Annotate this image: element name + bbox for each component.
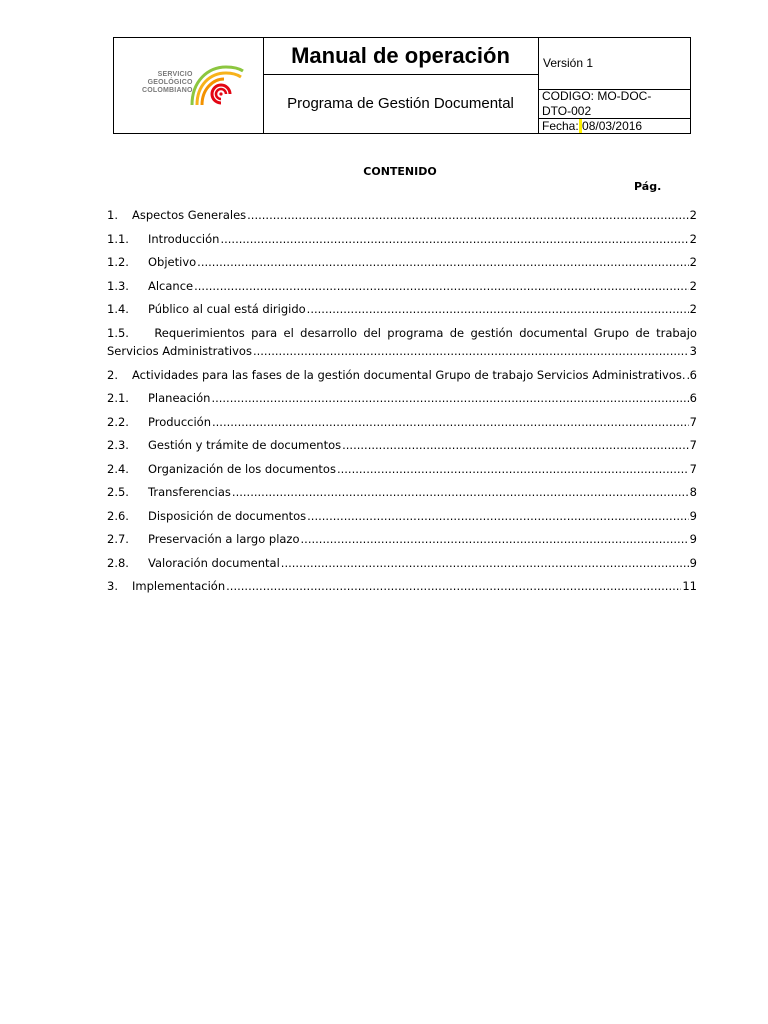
toc-entry-word: gestión bbox=[470, 325, 513, 340]
toc-entry-line-1 bbox=[107, 326, 697, 344]
toc-entry-text: Introducción bbox=[148, 231, 220, 246]
toc-entry[interactable] bbox=[107, 391, 697, 415]
toc-entry-number: 1.4. bbox=[107, 302, 129, 316]
toc-leader-dots bbox=[197, 255, 689, 269]
document-header-table bbox=[113, 37, 691, 134]
toc-entry-number: 2.4. bbox=[107, 461, 129, 476]
toc-leader-dots bbox=[220, 232, 688, 246]
version-cell bbox=[539, 38, 690, 90]
toc-entry-text: Gestión y trámite de documentos bbox=[148, 438, 342, 452]
toc-leader-dots bbox=[301, 532, 689, 546]
toc-leader-dots bbox=[211, 391, 688, 405]
toc-entry-number: 2.7. bbox=[107, 532, 129, 546]
toc-entry-text: Transferencias bbox=[148, 485, 231, 499]
logo-text-line: COLOMBIANO bbox=[142, 87, 193, 94]
version-text: Versión 1 bbox=[543, 56, 594, 70]
toc-entry-word: desarrollo bbox=[300, 325, 358, 340]
logo-cell bbox=[114, 38, 264, 133]
toc-entry-number: 2.5. bbox=[107, 485, 129, 499]
logo-text-line: GEOLÓGICO bbox=[147, 79, 193, 86]
toc-entry-text: Valoración documental bbox=[148, 555, 280, 570]
toc-entry-text: Objetivo bbox=[148, 255, 197, 269]
toc-entry-text: Alcance bbox=[148, 278, 194, 293]
toc-page-label: Pág. bbox=[634, 180, 662, 193]
document-title: Manual de operación bbox=[291, 43, 510, 68]
toc-entry-page: 2 bbox=[689, 255, 697, 269]
toc-entry[interactable] bbox=[107, 415, 697, 439]
date-label: Fecha: bbox=[542, 119, 579, 133]
toc-entry-text: Disposición de documentos bbox=[148, 508, 307, 523]
toc-entry-number: 1.3. bbox=[107, 278, 129, 293]
toc-entry-page: 9 bbox=[689, 555, 697, 570]
toc-entry[interactable] bbox=[107, 255, 697, 279]
date-cell bbox=[539, 119, 690, 133]
toc-entry[interactable] bbox=[107, 326, 697, 368]
toc-entry-page: 9 bbox=[689, 532, 697, 546]
toc-leader-dots bbox=[247, 208, 689, 222]
toc-entry-text: Planeación bbox=[148, 391, 211, 405]
toc-entry[interactable] bbox=[107, 368, 697, 392]
toc-leader-dots bbox=[307, 302, 689, 316]
toc-entry-number: 3. bbox=[107, 579, 118, 593]
code-line-2: DTO-002 bbox=[542, 104, 592, 118]
toc-entry-text: Organización de los documentos bbox=[148, 461, 336, 476]
toc-entry-word: Requerimientos bbox=[154, 325, 245, 340]
toc-entry-number: 2.1. bbox=[107, 391, 129, 405]
toc-entry-page: 6 bbox=[689, 367, 697, 382]
date-value: 08/03/2016 bbox=[582, 119, 643, 133]
toc-entry[interactable] bbox=[107, 485, 697, 509]
toc-entry[interactable] bbox=[107, 579, 697, 603]
toc-entry[interactable] bbox=[107, 532, 697, 556]
toc-leader-dots bbox=[281, 556, 689, 570]
toc-entry-text: Implementación bbox=[132, 579, 226, 593]
toc-entry-word: Grupo bbox=[593, 325, 630, 340]
toc-entry-page: 3 bbox=[689, 343, 697, 358]
toc-entry-number: 2. bbox=[107, 367, 118, 382]
toc-entry-number: 1.2. bbox=[107, 255, 129, 269]
toc-entry-number: 2.2. bbox=[107, 414, 129, 429]
toc-entry-word: documental bbox=[519, 325, 588, 340]
toc-entry-number: 2.8. bbox=[107, 555, 129, 570]
toc-entry-page: 7 bbox=[689, 414, 697, 429]
toc-entry-number: 2.3. bbox=[107, 438, 129, 452]
code-line-1: CODIGO: MO-DOC- bbox=[542, 89, 652, 103]
toc-entry-page: 7 bbox=[689, 461, 697, 476]
title-cell bbox=[263, 38, 539, 75]
toc-entry-word: para bbox=[251, 325, 278, 340]
toc-entry-line-2 bbox=[107, 344, 697, 368]
toc-entry[interactable] bbox=[107, 462, 697, 486]
subtitle-cell bbox=[263, 74, 539, 133]
sgc-spiral-logo-icon bbox=[186, 61, 244, 107]
toc-entry-number: 2.6. bbox=[107, 508, 129, 523]
toc-entry-page: 6 bbox=[689, 391, 697, 405]
toc-entry[interactable] bbox=[107, 279, 697, 303]
toc-entry-text: Servicios Administrativos bbox=[107, 343, 252, 358]
toc-leader-dots bbox=[342, 438, 689, 452]
toc-entry-word: programa bbox=[387, 325, 444, 340]
toc-leader-dots bbox=[337, 462, 689, 476]
toc-entry[interactable] bbox=[107, 208, 697, 232]
toc-leader-dots bbox=[194, 279, 689, 293]
toc-entry[interactable] bbox=[107, 509, 697, 533]
toc-entry-page: 2 bbox=[689, 278, 697, 293]
toc-entry-text: Público al cual está dirigido bbox=[148, 302, 306, 316]
toc-entry-number: 1. bbox=[107, 208, 118, 222]
toc-entry-word: el bbox=[283, 325, 294, 340]
code-cell bbox=[539, 89, 690, 119]
toc-entry-number: 1.5. bbox=[107, 325, 129, 340]
toc-leader-dots bbox=[212, 415, 689, 429]
toc-entry-page: 2 bbox=[689, 231, 697, 246]
toc-entry-text: Actividades para las fases de la gestión documental Grupo de trabajo Servicios Administrativos. bbox=[132, 367, 686, 382]
toc-entry-word: trabajo bbox=[656, 325, 697, 340]
toc-entry-text: Aspectos Generales bbox=[132, 208, 247, 222]
toc-entry-page: 2 bbox=[689, 208, 697, 222]
toc-entry-page: 2 bbox=[689, 302, 697, 316]
toc-leader-dots bbox=[307, 509, 689, 523]
toc-leader-dots bbox=[253, 344, 689, 358]
toc-entry-page: 7 bbox=[689, 438, 697, 452]
document-subtitle: Programa de Gestión Documental bbox=[287, 95, 514, 112]
toc-entry-word: del bbox=[363, 325, 381, 340]
toc-leader-dots bbox=[232, 485, 689, 499]
toc-entry-text: Producción bbox=[148, 414, 211, 429]
toc-entry-page: 11 bbox=[682, 579, 697, 593]
toc-entry-number: 1.1. bbox=[107, 231, 129, 246]
toc-entry[interactable] bbox=[107, 232, 697, 256]
toc-entry-page: 9 bbox=[689, 508, 697, 523]
toc-leader-dots bbox=[687, 368, 689, 382]
toc-entry-text: Preservación a largo plazo bbox=[148, 532, 300, 546]
logo-text-line: SERVICIO bbox=[157, 71, 193, 78]
toc-entry[interactable] bbox=[107, 302, 697, 326]
toc-leader-dots bbox=[226, 579, 681, 593]
toc-entry-page: 8 bbox=[689, 485, 697, 499]
toc-title: CONTENIDO bbox=[363, 165, 437, 178]
toc-entry[interactable] bbox=[107, 556, 697, 580]
toc-entry[interactable] bbox=[107, 438, 697, 462]
table-of-contents bbox=[107, 208, 697, 603]
toc-entry-word: de bbox=[635, 325, 650, 340]
toc-entry-word: de bbox=[449, 325, 465, 340]
